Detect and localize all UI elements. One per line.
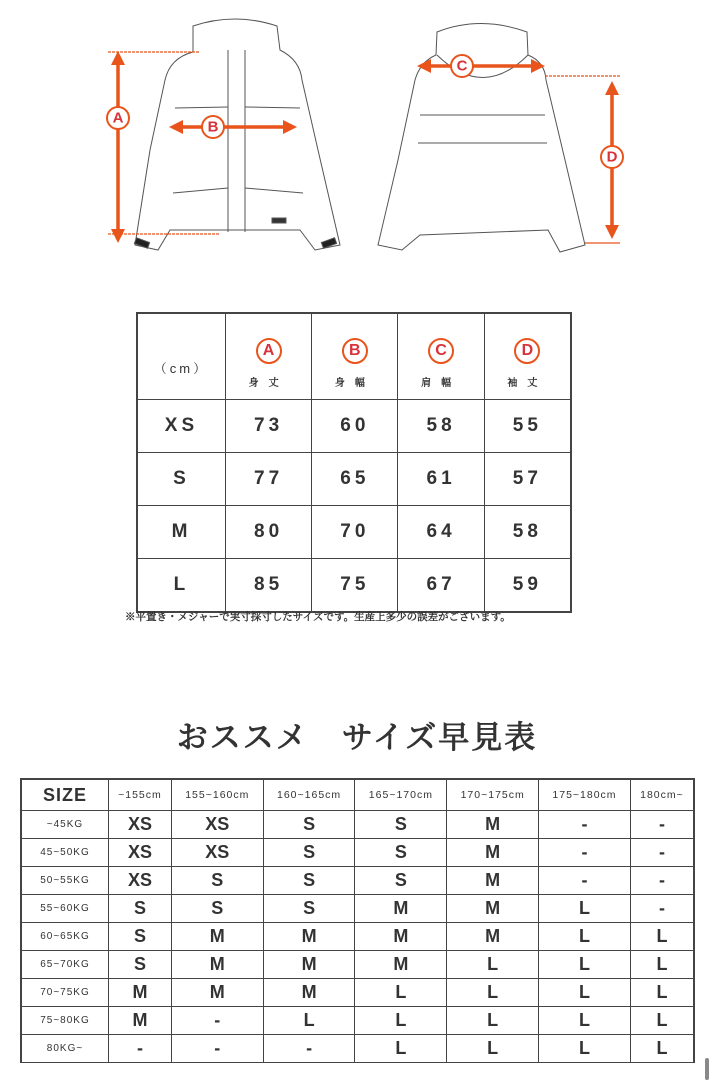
size-cell: L	[447, 979, 539, 1007]
svg-text:A: A	[112, 109, 124, 127]
label-a-icon: A	[256, 338, 282, 364]
weight-label: 65~70KG	[21, 951, 109, 979]
size-cell: S	[109, 951, 172, 979]
weight-label: 50~55KG	[21, 867, 109, 895]
size-cell: L	[447, 1035, 539, 1063]
weight-label: 80KG~	[21, 1035, 109, 1063]
column-header	[484, 313, 571, 400]
measurement-cell: 58	[398, 400, 484, 453]
table-row	[21, 923, 694, 951]
size-cell: -	[630, 811, 694, 839]
size-cell: L	[539, 1007, 631, 1035]
height-header: 170~175cm	[447, 779, 539, 811]
size-cell: M	[355, 895, 447, 923]
size-cell: -	[539, 839, 631, 867]
size-cell: M	[263, 979, 355, 1007]
size-cell: M	[109, 979, 172, 1007]
corner-header: SIZE	[21, 779, 109, 811]
size-cell: -	[539, 811, 631, 839]
column-header	[312, 313, 398, 400]
measurement-cell: 60	[312, 400, 398, 453]
column-label: 身丈	[248, 378, 289, 389]
size-cell: L	[630, 923, 694, 951]
size-cell: S	[263, 839, 355, 867]
measurement-cell: 65	[312, 453, 398, 506]
size-label: M	[137, 506, 225, 559]
height-header: 180cm~	[630, 779, 694, 811]
column-label: 袖丈	[507, 378, 548, 389]
size-cell: -	[630, 839, 694, 867]
size-cell: L	[539, 1035, 631, 1063]
size-cell: L	[447, 1007, 539, 1035]
size-cell: S	[263, 811, 355, 839]
size-cell: S	[263, 895, 355, 923]
size-cell: M	[447, 923, 539, 951]
size-cell: S	[109, 895, 172, 923]
size-cell: -	[630, 895, 694, 923]
measurement-note: ※平置き・メジャーで実寸採寸したサイズです。生産上多少の誤差がございます。	[125, 611, 511, 623]
height-header: 165~170cm	[355, 779, 447, 811]
height-header: ~155cm	[109, 779, 172, 811]
size-cell: S	[355, 839, 447, 867]
size-cell: M	[171, 923, 263, 951]
scrollbar[interactable]	[705, 1058, 709, 1080]
column-label: 肩幅	[421, 378, 462, 389]
label-b-icon: B	[342, 338, 368, 364]
table-row	[21, 839, 694, 867]
size-cell: L	[447, 951, 539, 979]
weight-label: ~45KG	[21, 811, 109, 839]
column-header	[398, 313, 484, 400]
svg-text:D: D	[606, 148, 618, 166]
label-c-icon: C	[428, 338, 454, 364]
table-row	[21, 895, 694, 923]
label-b-icon	[202, 116, 224, 138]
table-row	[21, 811, 694, 839]
size-label: L	[137, 559, 225, 613]
size-cell: M	[263, 951, 355, 979]
svg-text:B: B	[207, 118, 219, 136]
size-cell: M	[447, 839, 539, 867]
size-label: XS	[137, 400, 225, 453]
measurement-cell: 61	[398, 453, 484, 506]
table-row	[21, 1035, 694, 1063]
height-header: 160~165cm	[263, 779, 355, 811]
size-cell: S	[355, 811, 447, 839]
size-cell: M	[447, 811, 539, 839]
measurement-cell: 75	[312, 559, 398, 613]
table-row	[21, 867, 694, 895]
size-cell: XS	[109, 811, 172, 839]
svg-text:C: C	[456, 57, 468, 75]
column-header	[225, 313, 311, 400]
size-cell: -	[109, 1035, 172, 1063]
size-cell: -	[171, 1035, 263, 1063]
table-row	[21, 951, 694, 979]
measurement-cell: 85	[225, 559, 311, 613]
size-cell: M	[263, 923, 355, 951]
label-a-icon	[107, 107, 129, 129]
size-cell: L	[539, 951, 631, 979]
height-header: 155~160cm	[171, 779, 263, 811]
measurement-cell: 70	[312, 506, 398, 559]
size-cell: L	[355, 1035, 447, 1063]
column-label: 身幅	[334, 378, 375, 389]
front-jacket	[134, 19, 340, 250]
measurement-cell: 67	[398, 559, 484, 613]
size-cell: XS	[109, 867, 172, 895]
size-cell: L	[539, 979, 631, 1007]
measurement-cell: 80	[225, 506, 311, 559]
size-cell: L	[630, 1007, 694, 1035]
table-row	[21, 979, 694, 1007]
measurement-cell: 55	[484, 400, 571, 453]
measurement-table	[136, 312, 572, 613]
table-row	[137, 506, 571, 559]
weight-label: 60~65KG	[21, 923, 109, 951]
size-cell: S	[109, 923, 172, 951]
size-cell: L	[355, 979, 447, 1007]
back-jacket	[378, 24, 585, 253]
size-guide-title: おススメ サイズ早見表	[176, 720, 538, 755]
size-cell: L	[539, 923, 631, 951]
jacket-illustration	[0, 0, 714, 280]
size-cell: -	[171, 1007, 263, 1035]
table-row	[137, 559, 571, 613]
size-cell: S	[171, 895, 263, 923]
label-d-icon: D	[514, 338, 540, 364]
unit-header	[137, 313, 225, 400]
measurement-cell: 64	[398, 506, 484, 559]
size-cell: S	[263, 867, 355, 895]
weight-label: 55~60KG	[21, 895, 109, 923]
unit-label: （cm）	[153, 361, 210, 376]
size-cell: S	[355, 867, 447, 895]
table-row	[137, 453, 571, 506]
size-cell: M	[355, 951, 447, 979]
measurement-cell: 77	[225, 453, 311, 506]
size-cell: L	[539, 895, 631, 923]
label-c-icon	[451, 55, 473, 77]
size-cell: L	[630, 1035, 694, 1063]
table-row	[21, 1007, 694, 1035]
size-cell: M	[171, 951, 263, 979]
size-cell: L	[630, 979, 694, 1007]
measurement-cell: 59	[484, 559, 571, 613]
size-cell: M	[447, 867, 539, 895]
measurement-cell: 73	[225, 400, 311, 453]
size-cell: L	[263, 1007, 355, 1035]
size-cell: -	[539, 867, 631, 895]
size-cell: M	[109, 1007, 172, 1035]
weight-label: 75~80KG	[21, 1007, 109, 1035]
size-cell: -	[630, 867, 694, 895]
weight-label: 45~50KG	[21, 839, 109, 867]
weight-label: 70~75KG	[21, 979, 109, 1007]
size-cell: L	[355, 1007, 447, 1035]
label-d-icon	[601, 146, 623, 168]
height-header: 175~180cm	[539, 779, 631, 811]
size-cell: XS	[171, 839, 263, 867]
size-cell: -	[263, 1035, 355, 1063]
measurement-cell: 58	[484, 506, 571, 559]
size-cell: M	[447, 895, 539, 923]
size-cell: M	[355, 923, 447, 951]
size-label: S	[137, 453, 225, 506]
size-cell: L	[630, 951, 694, 979]
size-cell: XS	[171, 811, 263, 839]
size-guide-table	[20, 778, 695, 1063]
size-cell: S	[171, 867, 263, 895]
size-cell: M	[171, 979, 263, 1007]
size-cell: XS	[109, 839, 172, 867]
measurement-cell: 57	[484, 453, 571, 506]
measure-a	[108, 52, 620, 243]
table-row	[137, 400, 571, 453]
